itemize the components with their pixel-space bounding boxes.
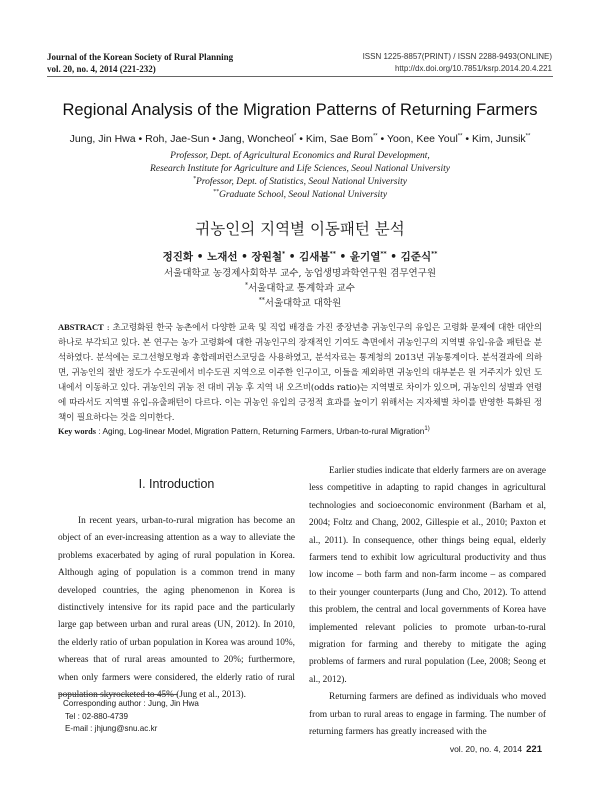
affiliation-text: 서울대학교 대학원 xyxy=(264,298,342,309)
author-name: Kim, Sae Bom xyxy=(305,133,373,145)
author-name: 장원철 xyxy=(251,251,282,263)
author-name: 노재선 xyxy=(207,251,238,263)
author-name: 정진화 xyxy=(162,251,194,263)
author-name: 김새봄 xyxy=(299,251,330,263)
author-mark: ** xyxy=(380,250,387,258)
affiliation-line xyxy=(0,176,600,189)
body-paragraph: In recent years, urban-to-rural migration has become an object of an ever-increasing attention as a way to alleviate the problems exacerbated by aging of rural population in Korea. Although aging of population is a common trend in many developed countries, the aging phenomenon in Korea is distinctively intensive for its rapid pace and the particularly large gap between urban and rural areas (UN, 2012). In 2010, the elderly ratio of urban population in Korea was around 10%, whereas that of rural areas amounted to 20%; furthermore, when only farmers were considered, the elderly ratio of rural population skyrocketed to 45% (Jung et al., 2013). xyxy=(58,516,295,701)
issn-text: ISSN 1225-8857(PRINT) / ISSN 2288-9493(ONLINE) xyxy=(362,52,552,61)
right-column xyxy=(309,463,546,742)
affiliation-line: Research Institute for Agriculture and Life Sciences, Seoul National University xyxy=(150,164,450,174)
authors-ko: 정진화 • 노재선 • 장원철* • 김새봄** • 윤기열** • 김준식** xyxy=(162,250,438,263)
author-mark: ** xyxy=(431,250,438,258)
author-name: 김준식 xyxy=(400,251,432,263)
keywords xyxy=(58,425,542,438)
footnote-mark: 1) xyxy=(424,426,430,433)
body-paragraph: Earlier studies indicate that elderly farmers are on average less competitive in adapting to rapid changes in agricultural technologies and socioeconomic environment (Barham et al, 2004; Foltz and Chang, 2002, Gillespie et al., 2010; Paxton et al., 2011). In consequence, other things being equal, elderly farmers tend to exhibit low agricultural productivity and thus low income – both farm and non-farm income – as compared to their younger counterparts (Jung and Cho, 2012). To attend this problem, the central and local governments of Korea have implemented relevant policies to promote urban-to-rural migration for farming and thereby to mitigate the aging problems of farmers and rural population (Lee, 2008; Seong et al., 2012). xyxy=(309,466,546,685)
author-mark: ** xyxy=(329,250,336,258)
abstract-text: : 초고령화된 한국 농촌에서 다양한 교육 및 직업 배경을 가진 중장년층 귀농인구의 유입은 고령화 문제에 대한 대안의 하나로 부각되고 있다. 본 연구는 농가 고령화에 대한 귀농인구의 장재적인 기여도 측면에서 귀농인구의 지역별 유입-유출 패턴을 분석하였다. 분석에는 로그선형모형과 총합레퍼런스코딩을 사용하였고, 분석자료는 통계청의 2013년 귀농통계이다. 분석결과에 의하면, 귀농인의 절반 정도가 수도권에서 비수도권 지역으로 이주한 인구이고, 이들을 제외하면 귀농인의 대부분은 원 거주지가 있던 도 내에서 이동하고 있다. 귀농인의 귀농 전 대비 귀농 후 지역 내 오즈비(odds ratio)는 지역별로 차이가 있으며, 귀농인의 성별과 연령에 따라서도 지역별 유입-유출패턴이 다르다. 이는 귀농인 유입의 긍정적 효과를 높이기 위해서는 지자체별 차이를 반영한 특화된 정책이 필요하다는 것을 의미한다. xyxy=(58,323,542,423)
author-name: Jung, Jin Hwa xyxy=(69,133,136,145)
paper-title-en: Regional Analysis of the Migration Patterns of Returning Farmers xyxy=(62,101,538,119)
affiliations-en xyxy=(0,150,600,202)
affiliation-line: Professor, Dept. of Agricultural Economics and Rural Development, xyxy=(170,151,430,161)
affiliation-line: 서울대학교 농경제사회학부 교수, 농업생명과학연구원 겸무연구원 xyxy=(163,268,437,279)
affiliation-text: 서울대학교 통계학과 교수 xyxy=(248,283,355,294)
left-column xyxy=(58,513,295,704)
author-tel: Tel : 02-880-4739 xyxy=(65,711,128,721)
issn-block xyxy=(363,51,552,75)
footnote-rule xyxy=(58,694,178,695)
affiliation-mark: * xyxy=(245,281,248,289)
author-mark: ** xyxy=(525,133,531,140)
header-rule xyxy=(47,76,553,77)
journal-header xyxy=(47,51,233,75)
journal-volume: vol. 20, no. 4, 2014 (221-232) xyxy=(47,64,156,74)
section-heading: I. Introduction xyxy=(138,477,215,491)
affiliation-line xyxy=(0,189,600,202)
page-number: 221 xyxy=(526,744,542,755)
affiliation-line xyxy=(0,281,600,296)
author-name: Yoon, Kee Youl xyxy=(386,133,458,145)
corresponding-author: Corresponding author : Jung, Jin Hwa xyxy=(63,699,199,708)
author-name: Kim, Junsik xyxy=(471,133,526,145)
affiliation-line xyxy=(0,296,600,311)
affiliation-mark: * xyxy=(192,175,196,182)
affiliation-text: Graduate School, Seoul National University xyxy=(218,190,388,200)
author-mark: ** xyxy=(457,133,463,140)
author-name: Roh, Jae-Sun xyxy=(145,133,210,145)
paper-title-ko: 귀농인의 지역별 이동패턴 분석 xyxy=(195,220,405,238)
journal-name: Journal of the Korean Society of Rural Planning xyxy=(47,52,234,62)
author-mark: ** xyxy=(372,133,378,140)
affiliation-text: Professor, Dept. of Statistics, Seoul National University xyxy=(195,177,407,187)
abstract xyxy=(58,320,542,426)
affiliation-mark: ** xyxy=(212,188,219,195)
author-email[interactable]: E-mail : jhjung@snu.ac.kr xyxy=(65,724,158,733)
author-mark: * xyxy=(281,250,286,258)
abstract-label: ABSTRACT xyxy=(58,322,104,332)
keywords-text: : Aging, Log-linear Model, Migration Pattern, Returning Farmers, Urban-to-rural Migration xyxy=(98,426,425,436)
affiliation-mark: ** xyxy=(258,296,265,304)
keywords-label: Key words xyxy=(58,427,97,436)
footnote xyxy=(63,698,199,736)
affiliations-ko xyxy=(0,266,600,311)
page-footer xyxy=(450,744,542,755)
author-mark: * xyxy=(293,133,297,140)
doi-link[interactable]: http://dx.doi.org/10.7851/ksrp.2014.20.4.221 xyxy=(394,64,552,73)
issue-info: vol. 20, no. 4, 2014 xyxy=(449,744,523,754)
authors-en: Jung, Jin Hwa • Roh, Jae-Sun • Jang, Woncheol* • Kim, Sae Bom** • Yoon, Kee Youl** • Kim, Junsik** xyxy=(69,133,531,145)
body-paragraph: Returning farmers are defined as individuals who moved from urban to rural areas to engage in farming. The number of returning farmers has greatly increased with the xyxy=(309,692,546,738)
author-name: Jang, Woncheol xyxy=(218,133,294,145)
author-name: 윤기열 xyxy=(349,251,381,263)
